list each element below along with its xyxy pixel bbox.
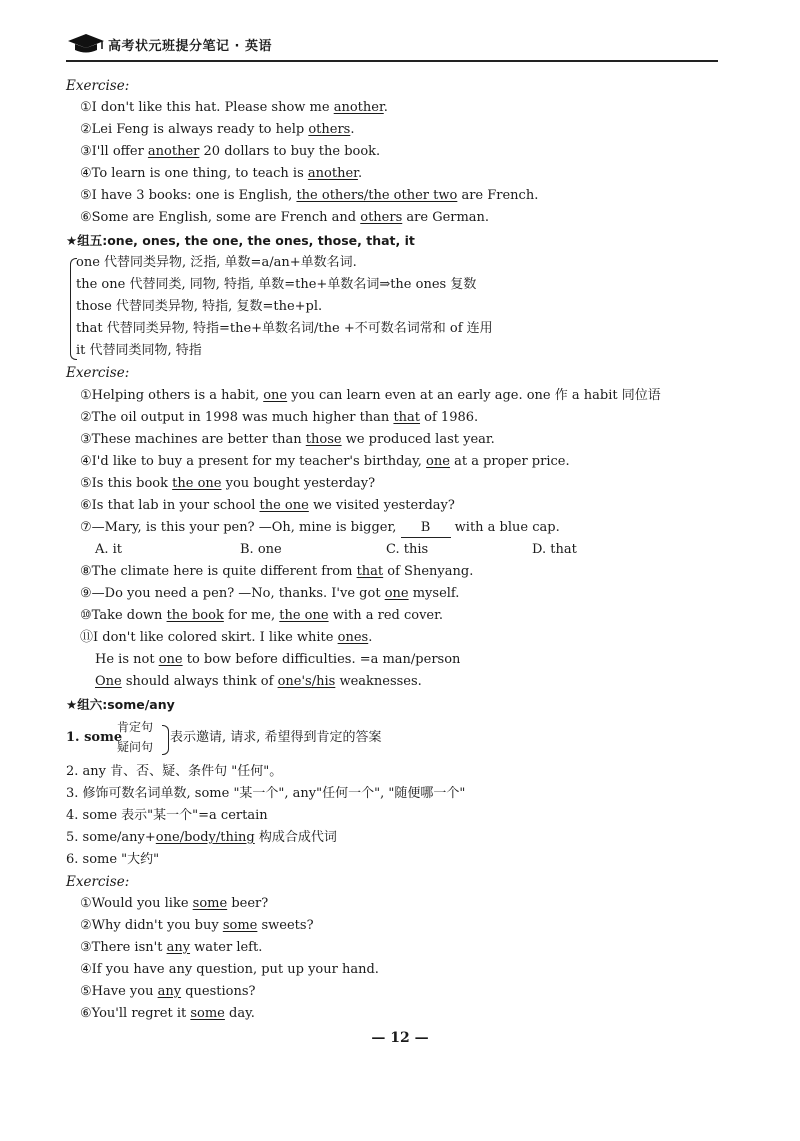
rule-option: 肯定句	[117, 720, 154, 734]
exercise-item: ⑥Is that lab in your school the one we visited yesterday?	[80, 498, 455, 513]
exercise-label: Exercise:	[66, 365, 130, 381]
answer-blank: B	[401, 519, 451, 538]
rule-line: 2. any 肯、否、疑、条件句 "任何"。	[66, 764, 283, 779]
rule-line: 3. 修饰可数名词单数, some "某一个", any"任何一个", "随便哪一个"	[66, 786, 466, 801]
exercise-item: ⑥Some are English, some are French and others are German.	[80, 210, 490, 225]
rule-line: the one 代替同类, 同物, 特指, 单数=the+单数名词⇒the ones 复数	[76, 277, 477, 292]
rule-line: one 代替同类异物, 泛指, 单数=a/an+单数名词.	[76, 255, 357, 270]
rule-option: 疑问句	[117, 740, 154, 754]
exercise-item: ②The oil output in 1998 was much higher than that of 1986.	[80, 410, 479, 425]
exercise-item: ④To learn is one thing, to teach is another.	[80, 166, 363, 181]
rule-line: 5. some/any+one/body/thing 构成合成代词	[66, 830, 337, 845]
exercise-item: ⑤Is this book the one you bought yesterday?	[80, 476, 376, 491]
exercise-item: ⑩Take down the book for me, the one with a red cover.	[80, 608, 444, 623]
rule-line: it 代替同类同物, 特指	[76, 343, 202, 358]
exercise-item: ⑧The climate here is quite different from that of Shenyang.	[80, 564, 474, 579]
exercise-label: Exercise:	[66, 874, 130, 890]
exercise-item: ⑤I have 3 books: one is English, the others/the other two are French.	[80, 188, 539, 203]
option-b: B. one	[240, 542, 282, 557]
exercise-item: ⑪I don't like colored skirt. I like white ones.	[80, 630, 373, 645]
option-a: A. it	[95, 542, 123, 557]
page-number: — 12 —	[371, 1030, 429, 1046]
exercise-item: ③There isn't any water left.	[80, 940, 263, 955]
exercise-item: ⑤Have you any questions?	[80, 984, 256, 999]
exercise-label: Exercise:	[66, 78, 130, 94]
exercise-item: ②Why didn't you buy some sweets?	[80, 918, 314, 933]
rule-line: 4. some 表示"某一个"=a certain	[66, 808, 268, 823]
grouping-brace	[162, 725, 169, 755]
example-sentence: One should always think of one's/his weaknesses.	[95, 674, 422, 689]
exercise-item: ③These machines are better than those we produced last year.	[80, 432, 495, 447]
page-header	[66, 28, 718, 62]
rule-description: 表示邀请, 请求, 希望得到肯定的答案	[170, 730, 382, 745]
option-c: C. this	[386, 542, 429, 557]
rule-line: 6. some "大约"	[66, 852, 160, 867]
exercise-item: ①Would you like some beer?	[80, 896, 269, 911]
rule-number: 1. some	[66, 730, 123, 745]
exercise-item: ③I'll offer another 20 dollars to buy the book.	[80, 144, 381, 159]
exercise-item: ⑨—Do you need a pen? —No, thanks. I've got one myself.	[80, 586, 460, 601]
exercise-item: ⑥You'll regret it some day.	[80, 1006, 255, 1021]
section-heading: ★组六:some/any	[66, 697, 175, 712]
exercise-item: ①Helping others is a habit, one you can learn even at an early age. one 作 a habit 同位语	[80, 388, 661, 403]
graduation-cap-icon	[66, 32, 106, 54]
example-sentence: He is not one to bow before difficulties. =a man/person	[95, 652, 461, 667]
exercise-item: ②Lei Feng is always ready to help others.	[80, 122, 355, 137]
section-heading: ★组五:one, ones, the one, the ones, those, that, it	[66, 233, 415, 248]
exercise-item: ④I'd like to buy a present for my teacher's birthday, one at a proper price.	[80, 454, 570, 469]
option-d: D. that	[532, 542, 577, 557]
header-rule	[66, 60, 718, 62]
header-title: 高考状元班提分笔记 · 英语	[108, 39, 272, 54]
exercise-item: ⑦—Mary, is this your pen? —Oh, mine is bigger, B with a blue cap.	[80, 519, 560, 538]
exercise-item: ①I don't like this hat. Please show me another.	[80, 100, 388, 115]
rule-line: that 代替同类异物, 特指=the+单数名词/the +不可数名词常和 of 连用	[76, 321, 493, 336]
exercise-item: ④If you have any question, put up your hand.	[80, 962, 379, 977]
rule-line: those 代替同类异物, 特指, 复数=the+pl.	[76, 299, 323, 314]
